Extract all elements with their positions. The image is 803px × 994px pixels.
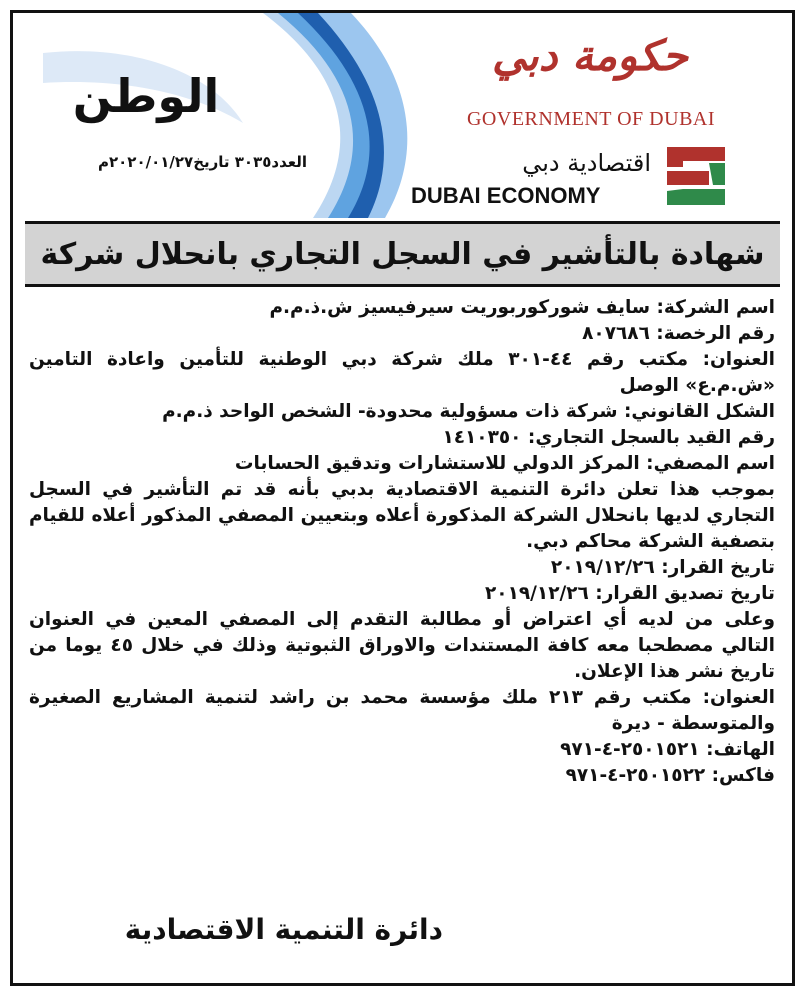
address-line: العنوان: مكتب رقم ٤٤-٣٠١ ملك شركة دبي الوطنية للتأمين واعادة التامين «ش.م.ع» الوصل	[29, 349, 776, 396]
government-english-name: GOVERNMENT OF DUBAI	[466, 108, 716, 130]
objection-paragraph: وعلى من لديه أي اعتراض أو مطالبة التقدم إلى المصفي المعين في العنوان التالي مصطحبا معه كافة المستندات والاوراق الثبوتية وذلك في خلال ٤٥ يوما من تاريخ نشر هذا الإعلان.	[29, 609, 775, 682]
phone-line: الهاتف: ٢٥٠١٥٢١-٤-٩٧١	[560, 739, 775, 760]
legal-form-line: الشكل القانوني: شركة ذات مسؤولية محدودة- الشخص الواحد ذ.م.م	[162, 401, 775, 422]
notice-frame	[10, 10, 795, 986]
company-name-line: اسم الشركة: سايف شوركوربوريت سيرفيسيز ش.ذ.م.م	[269, 297, 775, 318]
department-arabic-name: اقتصادية دبي	[522, 149, 651, 177]
liquidator-address-line: العنوان: مكتب رقم ٢١٣ ملك مؤسسة محمد بن راشد لتنمية المشاريع الصغيرة والمتوسطة - ديرة	[29, 687, 776, 734]
dubai-economy-logo-icon	[661, 141, 731, 211]
fax-line: فاكس: ٢٥٠١٥٢٢-٤-٩٧١	[565, 765, 775, 786]
header	[13, 13, 792, 218]
liquidator-name-line: اسم المصفي: المركز الدولي للاستشارات وتدقيق الحسابات	[234, 453, 775, 474]
signature: دائرة التنمية الاقتصادية	[124, 913, 443, 946]
decision-ratification-date-line: تاريخ تصديق القرار: ٢٠١٩/١٢/٢٦	[485, 583, 775, 604]
registration-number-line: رقم القيد بالسجل التجاري: ١٤١٠٣٥٠	[442, 427, 775, 448]
department-english-name: DUBAI ECONOMY	[411, 183, 601, 208]
newspaper-name: الوطن	[72, 69, 220, 123]
notice-title: شهادة بالتأشير في السجل التجاري بانحلال شركة	[25, 221, 780, 287]
issue-line: العدد٣٠٣٥ تاريخ٢٠٢٠/٠١/٢٧م	[97, 153, 307, 171]
notice-body	[29, 295, 775, 789]
license-number-line: رقم الرخصة: ٨٠٧٦٨٦	[582, 323, 775, 344]
government-arabic-logotype: حكومة دبي	[492, 31, 688, 80]
decision-date-line: تاريخ القرار: ٢٠١٩/١٢/٢٦	[550, 557, 775, 578]
announcement-paragraph: بموجب هذا تعلن دائرة التنمية الاقتصادية بدبي بأنه قد تم التأشير في السجل التجاري لديها بانحلال الشركة المذكورة أعلاه وبتعيين المصفي المذكور أعلاه للقيام بتصفية الشركة محاكم دبي.	[29, 479, 775, 552]
